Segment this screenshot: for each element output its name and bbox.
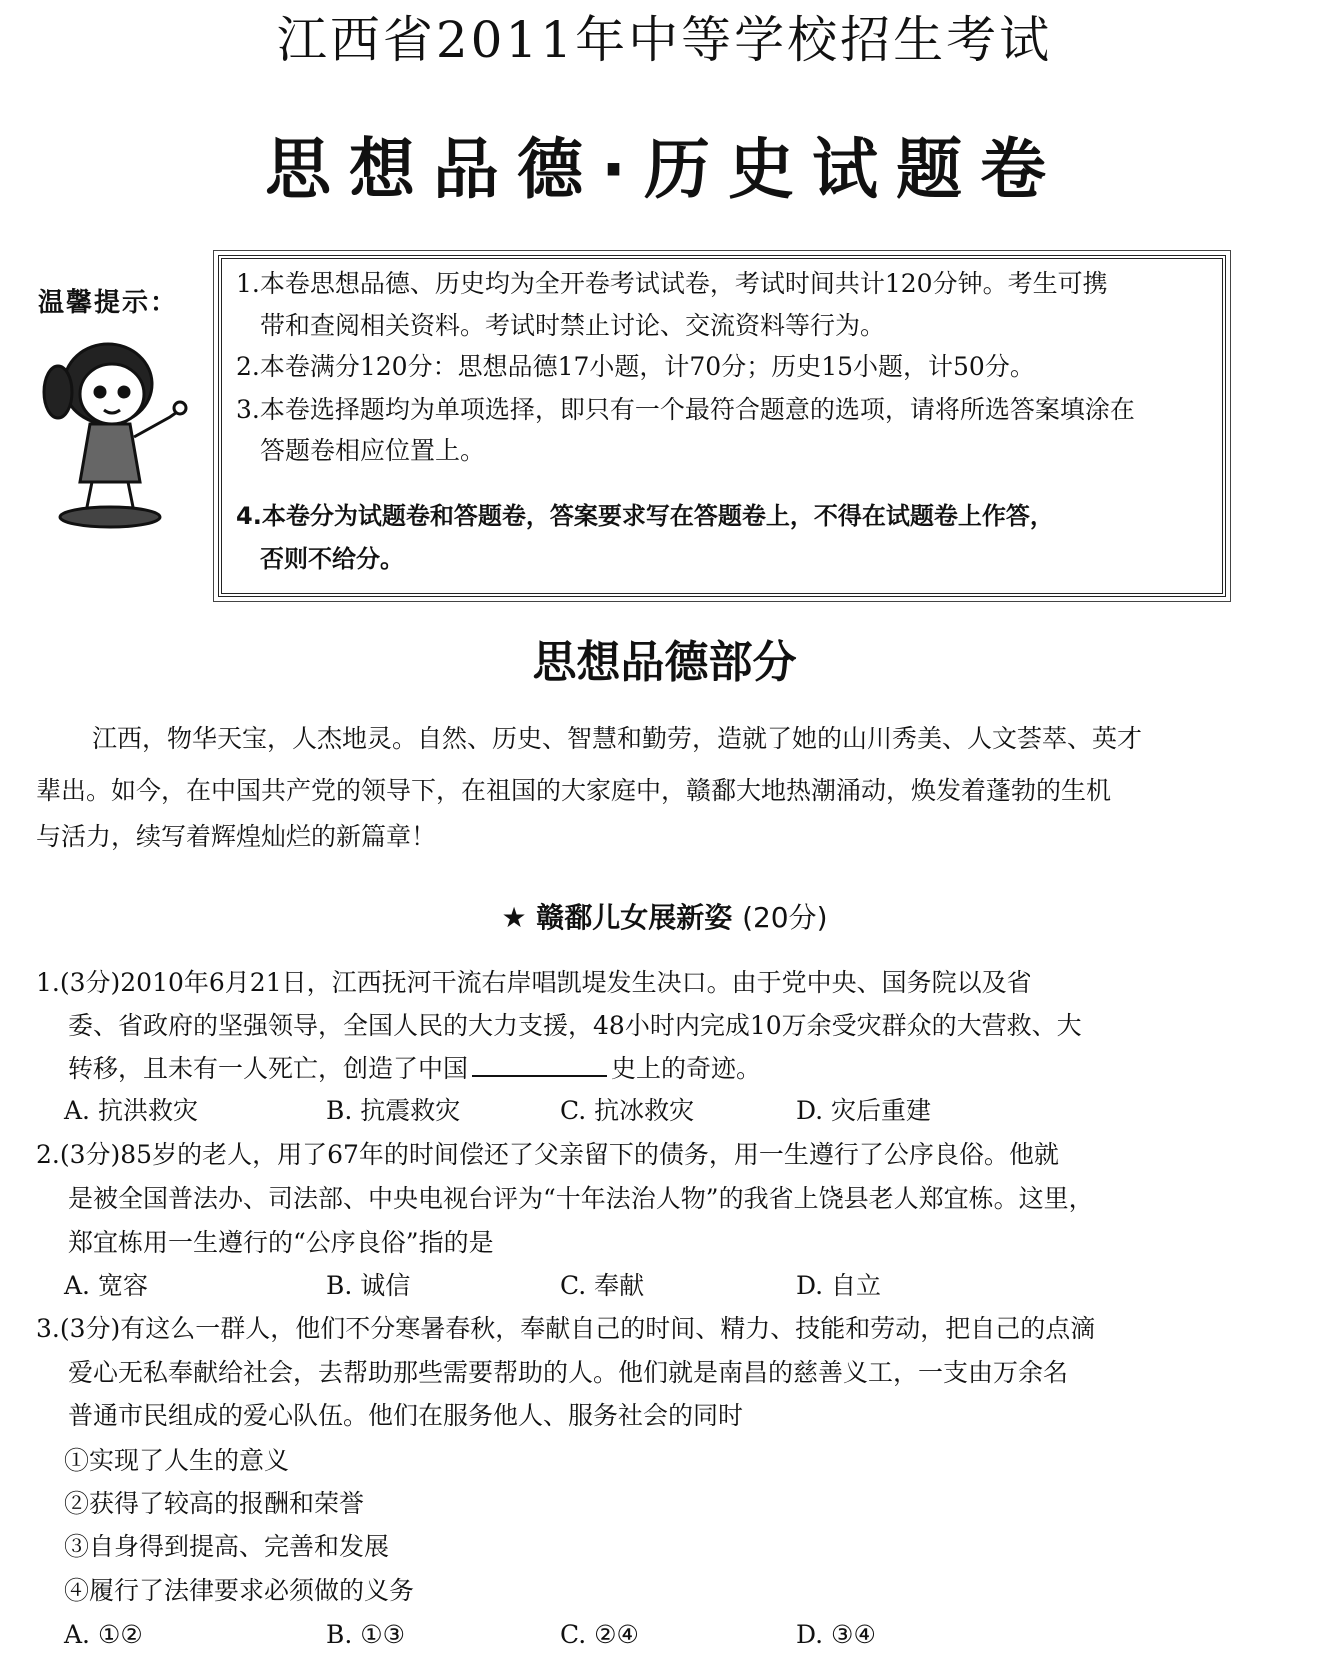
question-1-option-b: B. 抗震救灾: [326, 1096, 461, 1125]
question-3-option-d: D. ③④: [796, 1620, 876, 1649]
notice-line: 答题卷相应位置上。: [260, 436, 486, 465]
cartoon-girl-illustration: [30, 332, 205, 532]
subsection-heading: [0, 896, 1329, 940]
intro-line: 辈出。如今，在中国共产党的领导下，在祖国的大家庭中，赣鄱大地热潮涌动，焕发着蓬勃的生机: [36, 776, 1112, 805]
question-2-option-b: B. 诚信: [326, 1271, 411, 1300]
notice-line-bold: 4.本卷分为试题卷和答题卷，答案要求写在答题卷上，不得在试题卷上作答，: [236, 502, 1054, 530]
subsection-score: (20分): [742, 901, 828, 934]
question-3-option-c: C. ②④: [560, 1620, 639, 1649]
section-title: 思想品德部分: [532, 637, 797, 688]
question-3-item: ①实现了人生的意义: [64, 1446, 290, 1475]
question-2-option-c: C. 奉献: [560, 1271, 645, 1300]
notice-line: 3.本卷选择题均为单项选择，即只有一个最符合题意的选项，请将所选答案填涂在: [236, 395, 1135, 424]
star-icon: ★: [501, 901, 527, 934]
notice-line: 2.本卷满分120分：思想品德17小题，计70分；历史15小题，计50分。: [236, 352, 1035, 381]
question-3-item: ②获得了较高的报酬和荣誉: [64, 1489, 365, 1518]
notice-line: 带和查阅相关资料。考试时禁止讨论、交流资料等行为。: [260, 311, 886, 340]
intro-line: 江西，物华天宝，人杰地灵。自然、历史、智慧和勤劳，造就了她的山川秀美、人文荟萃、英才: [92, 724, 1143, 753]
question-1-text: 转移，且未有一人死亡，创造了中国: [68, 1054, 469, 1083]
question-1-line: 委、省政府的坚强领导，全国人民的大力支援，48小时内完成10万余受灾群众的大营救、大: [68, 1011, 1082, 1040]
question-3-item: ④履行了法律要求必须做的义务: [64, 1576, 415, 1605]
notice-label: 温馨提示：: [38, 288, 179, 318]
question-3-line: 3.(3分)有这么一群人，他们不分寒暑春秋，奉献自己的时间、精力、技能和劳动，把自己的点滴: [36, 1314, 1096, 1343]
question-2-option-a: A. 宽容: [64, 1271, 148, 1300]
fill-blank: [472, 1049, 607, 1077]
question-1-option-a: A. 抗洪救灾: [64, 1096, 198, 1125]
question-3-option-b: B. ①③: [326, 1620, 406, 1649]
paper-subtitle: 思想品德·历史试题卷: [264, 131, 1065, 208]
exam-title: 江西省2011年中等学校招生考试: [276, 11, 1053, 69]
subsection-title: 赣鄱儿女展新姿: [536, 901, 733, 934]
question-1-option-d: D. 灾后重建: [796, 1096, 932, 1125]
question-2-line: 郑宜栋用一生遵行的“公序良俗”指的是: [68, 1228, 494, 1257]
notice-line: 1.本卷思想品德、历史均为全开卷考试试卷，考试时间共计120分钟。考生可携: [236, 269, 1108, 298]
intro-line: 与活力，续写着辉煌灿烂的新篇章！: [36, 822, 437, 851]
question-1-option-c: C. 抗冰救灾: [560, 1096, 695, 1125]
question-3-item: ③自身得到提高、完善和发展: [64, 1532, 390, 1561]
notice-line-bold: 否则不给分。: [260, 545, 404, 573]
question-1-blank-line: [68, 1048, 761, 1090]
question-1-line: 1.(3分)2010年6月21日，江西抚河干流右岸唱凯堤发生决口。由于党中央、国务院以及省: [36, 968, 1032, 997]
question-2-option-d: D. 自立: [796, 1271, 882, 1300]
question-3-option-a: A. ①②: [64, 1620, 143, 1649]
question-2-line: 2.(3分)85岁的老人，用了67年的时间偿还了父亲留下的债务，用一生遵行了公序良俗。他就: [36, 1140, 1059, 1169]
question-1-text: 史上的奇迹。: [611, 1054, 762, 1083]
question-3-line: 普通市民组成的爱心队伍。他们在服务他人、服务社会的同时: [68, 1401, 744, 1430]
question-2-line: 是被全国普法办、司法部、中央电视台评为“十年法治人物”的我省上饶县老人郑宜栋。这里，: [68, 1184, 1094, 1213]
question-3-line: 爱心无私奉献给社会，去帮助那些需要帮助的人。他们就是南昌的慈善义工，一支由万余名: [68, 1358, 1069, 1387]
